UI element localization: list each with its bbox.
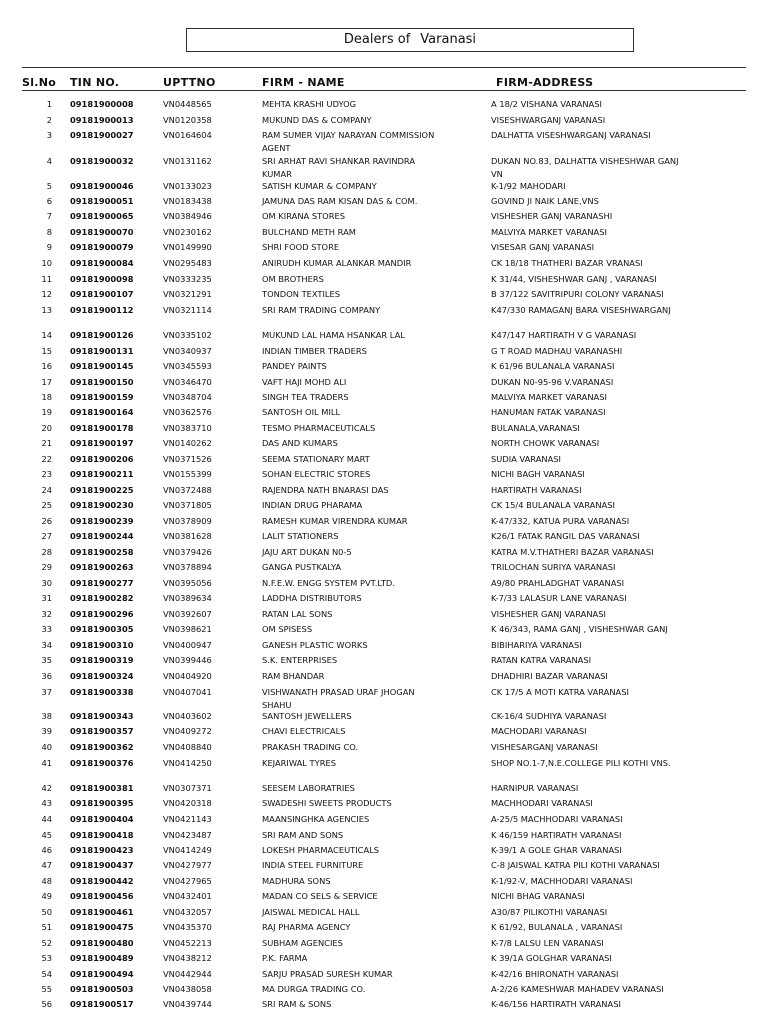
row-firm-address: VISHESHER GANJ VARANASI bbox=[491, 609, 606, 619]
row-firm-name: KEJARIWAL TYRES bbox=[262, 758, 336, 768]
row-upttno: VN0230162 bbox=[163, 227, 212, 237]
row-firm-name: RAJENDRA NATH BNARASI DAS bbox=[262, 485, 389, 495]
row-firm-address: K-46/156 HARTIRATH VARANASI bbox=[491, 999, 621, 1009]
row-firm-name: LADDHA DISTRIBUTORS bbox=[262, 593, 362, 603]
row-firm-address: BULANALA,VARANASI bbox=[491, 423, 580, 433]
row-tin-no: 09181900013 bbox=[70, 115, 134, 125]
row-firm-address: K-1/92-V, MACHHODARI VARANASI bbox=[491, 876, 633, 886]
row-firm-name: SRI RAM & SONS bbox=[262, 999, 332, 1009]
row-sl-no: 8 bbox=[46, 227, 52, 237]
row-tin-no: 09181900107 bbox=[70, 289, 134, 299]
row-upttno: VN0399446 bbox=[163, 655, 212, 665]
row-firm-address: VISHESARGANJ VARANASI bbox=[491, 742, 598, 752]
row-tin-no: 09181900357 bbox=[70, 726, 134, 736]
row-sl-no: 15 bbox=[41, 346, 52, 356]
row-firm-name: OM BROTHERS bbox=[262, 274, 324, 284]
row-firm-name: INDIA STEEL FURNITURE bbox=[262, 860, 364, 870]
row-firm-address: DUKAN NO.83, DALHATTA VISHESHWAR GANJ VN bbox=[491, 156, 679, 179]
row-tin-no: 09181900503 bbox=[70, 984, 134, 994]
row-firm-address: TRILOCHAN SURIYA VARANASI bbox=[491, 562, 616, 572]
row-firm-address: K 61/96 BULANALA VARANASI bbox=[491, 361, 615, 371]
header-tin-no: TIN NO. bbox=[70, 76, 120, 89]
row-firm-name: SEESEM LABORATRIES bbox=[262, 783, 355, 793]
row-tin-no: 09181900489 bbox=[70, 953, 134, 963]
row-tin-no: 09181900131 bbox=[70, 346, 134, 356]
row-sl-no: 26 bbox=[41, 516, 52, 526]
row-firm-address: A-25/5 MACHHODARI VARANASI bbox=[491, 814, 623, 824]
row-upttno: VN0362576 bbox=[163, 407, 212, 417]
row-upttno: VN0372488 bbox=[163, 485, 212, 495]
row-upttno: VN0371805 bbox=[163, 500, 212, 510]
row-firm-address: DHADHIRI BAZAR VARANASI bbox=[491, 671, 608, 681]
row-firm-name: N.F.E.W. ENGG SYSTEM PVT.LTD. bbox=[262, 578, 395, 588]
title-prefix: Dealers of bbox=[343, 32, 411, 47]
row-upttno: VN0442944 bbox=[163, 969, 212, 979]
row-firm-address: K 46/343, RAMA GANJ , VISHESHWAR GANJ bbox=[491, 624, 668, 634]
row-sl-no: 41 bbox=[41, 758, 52, 768]
row-sl-no: 39 bbox=[41, 726, 52, 736]
row-upttno: VN0420318 bbox=[163, 798, 212, 808]
row-upttno: VN0295483 bbox=[163, 258, 212, 268]
row-firm-name: SATISH KUMAR & COMPANY bbox=[262, 181, 377, 191]
row-tin-no: 09181900084 bbox=[70, 258, 134, 268]
row-firm-name: VAFT HAJI MOHD ALI bbox=[262, 377, 347, 387]
row-upttno: VN0438058 bbox=[163, 984, 212, 994]
row-upttno: VN0340937 bbox=[163, 346, 212, 356]
row-sl-no: 3 bbox=[46, 130, 52, 140]
row-sl-no: 27 bbox=[41, 531, 52, 541]
row-firm-address: CK 17/5 A MOTI KATRA VARANASI bbox=[491, 687, 629, 697]
row-firm-name: MADHURA SONS bbox=[262, 876, 331, 886]
row-upttno: VN0398621 bbox=[163, 624, 212, 634]
row-firm-address: VISHESHER GANJ VARANASHI bbox=[491, 211, 613, 221]
row-sl-no: 54 bbox=[41, 969, 52, 979]
row-firm-name: TESMO PHARMACEUTICALS bbox=[262, 423, 376, 433]
row-sl-no: 43 bbox=[41, 798, 52, 808]
row-upttno: VN0435370 bbox=[163, 922, 212, 932]
row-upttno: VN0414249 bbox=[163, 845, 212, 855]
row-firm-name: MUKUND LAL HAMA HSANKAR LAL bbox=[262, 330, 405, 340]
row-upttno: VN0448565 bbox=[163, 99, 212, 109]
row-upttno: VN0149990 bbox=[163, 242, 212, 252]
row-sl-no: 2 bbox=[46, 115, 52, 125]
row-upttno: VN0333235 bbox=[163, 274, 212, 284]
row-firm-name: GANESH PLASTIC WORKS bbox=[262, 640, 368, 650]
row-sl-no: 45 bbox=[41, 830, 52, 840]
row-sl-no: 20 bbox=[41, 423, 52, 433]
row-sl-no: 31 bbox=[41, 593, 52, 603]
row-firm-address: MALVIYA MARKET VARANASI bbox=[491, 227, 607, 237]
row-firm-name: MEHTA KRASHI UDYOG bbox=[262, 99, 357, 109]
row-upttno: VN0423487 bbox=[163, 830, 212, 840]
row-upttno: VN0427977 bbox=[163, 860, 212, 870]
row-tin-no: 09181900032 bbox=[70, 156, 134, 166]
row-firm-name: SANTOSH JEWELLERS bbox=[262, 711, 352, 721]
row-firm-address: K 61/92, BULANALA , VARANASI bbox=[491, 922, 623, 932]
row-firm-address: CK 15/4 BULANALA VARANASI bbox=[491, 500, 615, 510]
row-sl-no: 23 bbox=[41, 469, 52, 479]
row-tin-no: 09181900376 bbox=[70, 758, 134, 768]
row-sl-no: 11 bbox=[41, 274, 52, 284]
row-firm-address: A30/87 PILIKOTHI VARANASI bbox=[491, 907, 608, 917]
row-upttno: VN0432401 bbox=[163, 891, 212, 901]
row-upttno: VN0321114 bbox=[163, 305, 212, 315]
row-sl-no: 40 bbox=[41, 742, 52, 752]
row-firm-address: K 39/1A GOLGHAR VARANASI bbox=[491, 953, 612, 963]
row-upttno: VN0439744 bbox=[163, 999, 212, 1009]
row-sl-no: 48 bbox=[41, 876, 52, 886]
row-sl-no: 50 bbox=[41, 907, 52, 917]
row-sl-no: 32 bbox=[41, 609, 52, 619]
row-firm-name: SWADESHI SWEETS PRODUCTS bbox=[262, 798, 392, 808]
row-firm-address: K-7/33 LALASUR LANE VARANASI bbox=[491, 593, 627, 603]
row-sl-no: 24 bbox=[41, 485, 52, 495]
row-firm-name: SEEMA STATIONARY MART bbox=[262, 454, 370, 464]
row-upttno: VN0389634 bbox=[163, 593, 212, 603]
row-tin-no: 09181900418 bbox=[70, 830, 134, 840]
row-upttno: VN0403602 bbox=[163, 711, 212, 721]
row-sl-no: 29 bbox=[41, 562, 52, 572]
row-tin-no: 09181900263 bbox=[70, 562, 134, 572]
header-rule-bottom bbox=[22, 90, 746, 91]
header-sl-no: Sl.No bbox=[22, 76, 57, 89]
row-firm-name: SRI RAM TRADING COMPANY bbox=[262, 305, 381, 315]
row-tin-no: 09181900282 bbox=[70, 593, 134, 603]
row-upttno: VN0383710 bbox=[163, 423, 212, 433]
row-firm-name: INDIAN DRUG PHARAMA bbox=[262, 500, 363, 510]
row-firm-address: NICHI BHAG VARANASI bbox=[491, 891, 585, 901]
row-sl-no: 9 bbox=[46, 242, 52, 252]
row-firm-name: GANGA PUSTKALYA bbox=[262, 562, 342, 572]
row-firm-name: SRI ARHAT RAVI SHANKAR RAVINDRA KUMAR bbox=[262, 156, 416, 179]
row-tin-no: 09181900437 bbox=[70, 860, 134, 870]
row-firm-address: K-1/92 MAHODARI bbox=[491, 181, 566, 191]
row-firm-address: K-7/8 LALSU LEN VARANASI bbox=[491, 938, 604, 948]
row-firm-name: P.K. FARMA bbox=[262, 953, 308, 963]
row-firm-name: DAS AND KUMARS bbox=[262, 438, 338, 448]
row-firm-address: GOVIND JI NAIK LANE,VNS bbox=[491, 196, 599, 206]
row-firm-name: SARJU PRASAD SURESH KUMAR bbox=[262, 969, 393, 979]
row-firm-address: K-47/332, KATUA PURA VARANASI bbox=[491, 516, 630, 526]
header-firm-address: FIRM-ADDRESS bbox=[496, 76, 594, 89]
row-tin-no: 09181900423 bbox=[70, 845, 134, 855]
row-firm-address: K 46/159 HARTIRATH VARANASI bbox=[491, 830, 622, 840]
row-upttno: VN0381628 bbox=[163, 531, 212, 541]
title-place: Varanasi bbox=[420, 32, 477, 47]
row-firm-name: SUBHAM AGENCIES bbox=[262, 938, 343, 948]
row-upttno: VN0438212 bbox=[163, 953, 212, 963]
row-tin-no: 09181900112 bbox=[70, 305, 134, 315]
row-sl-no: 28 bbox=[41, 547, 52, 557]
row-sl-no: 30 bbox=[41, 578, 52, 588]
row-firm-address: MALVIYA MARKET VARANASI bbox=[491, 392, 607, 402]
row-firm-address: RATAN KATRA VARANASI bbox=[491, 655, 592, 665]
row-upttno: VN0414250 bbox=[163, 758, 212, 768]
row-sl-no: 22 bbox=[41, 454, 52, 464]
row-upttno: VN0371526 bbox=[163, 454, 212, 464]
row-sl-no: 12 bbox=[41, 289, 52, 299]
row-firm-name: JAMUNA DAS RAM KISAN DAS & COM. bbox=[262, 196, 418, 206]
row-firm-address: MACHHODARI VARANASI bbox=[491, 798, 593, 808]
row-tin-no: 09181900051 bbox=[70, 196, 134, 206]
row-firm-address: A9/80 PRAHLADGHAT VARANASI bbox=[491, 578, 625, 588]
row-tin-no: 09181900381 bbox=[70, 783, 134, 793]
row-upttno: VN0409272 bbox=[163, 726, 212, 736]
row-firm-name: OM KIRANA STORES bbox=[262, 211, 345, 221]
row-tin-no: 09181900461 bbox=[70, 907, 134, 917]
row-tin-no: 09181900046 bbox=[70, 181, 134, 191]
row-firm-address: B 37/122 SAVITRIPURI COLONY VARANASI bbox=[491, 289, 664, 299]
row-firm-address: BIBIHARIYA VARANASI bbox=[491, 640, 582, 650]
row-tin-no: 09181900070 bbox=[70, 227, 134, 237]
row-tin-no: 09181900079 bbox=[70, 242, 134, 252]
row-sl-no: 49 bbox=[41, 891, 52, 901]
row-upttno: VN0183438 bbox=[163, 196, 212, 206]
row-firm-name: ANIRUDH KUMAR ALANKAR MANDIR bbox=[262, 258, 412, 268]
row-sl-no: 7 bbox=[46, 211, 52, 221]
row-upttno: VN0408840 bbox=[163, 742, 212, 752]
row-sl-no: 14 bbox=[41, 330, 52, 340]
row-sl-no: 51 bbox=[41, 922, 52, 932]
row-tin-no: 09181900225 bbox=[70, 485, 134, 495]
row-upttno: VN0164604 bbox=[163, 130, 212, 140]
row-upttno: VN0384946 bbox=[163, 211, 212, 221]
row-firm-address: MACHODARI VARANASI bbox=[491, 726, 587, 736]
row-sl-no: 42 bbox=[41, 783, 52, 793]
row-firm-name: OM SPISESS bbox=[262, 624, 313, 634]
row-sl-no: 44 bbox=[41, 814, 52, 824]
row-firm-name: RAMESH KUMAR VIRENDRA KUMAR bbox=[262, 516, 408, 526]
row-upttno: VN0432057 bbox=[163, 907, 212, 917]
row-upttno: VN0404920 bbox=[163, 671, 212, 681]
row-firm-name: MUKUND DAS & COMPANY bbox=[262, 115, 372, 125]
row-firm-name: JAISWAL MEDICAL HALL bbox=[262, 907, 360, 917]
row-tin-no: 09181900475 bbox=[70, 922, 134, 932]
row-firm-name: TONDON TEXTILES bbox=[262, 289, 341, 299]
header-upttno: UPTTNO bbox=[163, 76, 216, 89]
row-firm-address: K47/330 RAMAGANJ BARA VISESHWARGANJ bbox=[491, 305, 671, 315]
row-upttno: VN0395056 bbox=[163, 578, 212, 588]
row-firm-name: SINGH TEA TRADERS bbox=[262, 392, 349, 402]
page-title bbox=[186, 28, 634, 52]
row-firm-address: HARNIPUR VARANASI bbox=[491, 783, 579, 793]
row-sl-no: 35 bbox=[41, 655, 52, 665]
row-firm-name: RAM BHANDAR bbox=[262, 671, 325, 681]
row-tin-no: 09181900494 bbox=[70, 969, 134, 979]
row-sl-no: 53 bbox=[41, 953, 52, 963]
row-firm-address: K-39/1 A GOLE GHAR VARANASI bbox=[491, 845, 622, 855]
row-sl-no: 1 bbox=[46, 99, 52, 109]
row-sl-no: 38 bbox=[41, 711, 52, 721]
row-firm-name: PANDEY PAINTS bbox=[262, 361, 327, 371]
row-sl-no: 16 bbox=[41, 361, 52, 371]
row-firm-address: K26/1 FATAK RANGIL DAS VARANASI bbox=[491, 531, 640, 541]
header-firm-name: FIRM - NAME bbox=[262, 76, 345, 89]
row-tin-no: 09181900395 bbox=[70, 798, 134, 808]
row-tin-no: 09181900324 bbox=[70, 671, 134, 681]
row-firm-address: K47/147 HARTIRATH V G VARANASI bbox=[491, 330, 637, 340]
row-firm-name: MADAN CO SELS & SERVICE bbox=[262, 891, 378, 901]
row-firm-name: MAANSINGHKA AGENCIES bbox=[262, 814, 370, 824]
row-firm-name: LOKESH PHARMACEUTICALS bbox=[262, 845, 380, 855]
row-tin-no: 09181900338 bbox=[70, 687, 134, 697]
row-upttno: VN0155399 bbox=[163, 469, 212, 479]
row-sl-no: 47 bbox=[41, 860, 52, 870]
row-sl-no: 46 bbox=[41, 845, 52, 855]
row-tin-no: 09181900065 bbox=[70, 211, 134, 221]
row-upttno: VN0133023 bbox=[163, 181, 212, 191]
row-sl-no: 36 bbox=[41, 671, 52, 681]
row-tin-no: 09181900164 bbox=[70, 407, 134, 417]
row-tin-no: 09181900098 bbox=[70, 274, 134, 284]
row-firm-address: VISESHWARGANJ VARANASI bbox=[491, 115, 606, 125]
row-sl-no: 5 bbox=[46, 181, 52, 191]
row-sl-no: 13 bbox=[41, 305, 52, 315]
row-firm-name: VISHWANATH PRASAD URAF JHOGAN SHAHU bbox=[262, 687, 415, 710]
row-firm-name: INDIAN TIMBER TRADERS bbox=[262, 346, 367, 356]
row-firm-address: CK-16/4 SUDHIYA VARANASI bbox=[491, 711, 607, 721]
row-upttno: VN0131162 bbox=[163, 156, 212, 166]
row-firm-name: CHAVI ELECTRICALS bbox=[262, 726, 346, 736]
row-firm-name: JAJU ART DUKAN N0-5 bbox=[262, 547, 352, 557]
row-upttno: VN0120358 bbox=[163, 115, 212, 125]
row-firm-name: RATAN LAL SONS bbox=[262, 609, 333, 619]
row-upttno: VN0379426 bbox=[163, 547, 212, 557]
row-firm-address: A-2/26 KAMESHWAR MAHADEV VARANASI bbox=[491, 984, 664, 994]
row-tin-no: 09181900244 bbox=[70, 531, 134, 541]
row-upttno: VN0307371 bbox=[163, 783, 212, 793]
row-tin-no: 09181900442 bbox=[70, 876, 134, 886]
row-firm-address: HARTIRATH VARANASI bbox=[491, 485, 582, 495]
row-firm-address: DALHATTA VISESHWARGANJ VARANASI bbox=[491, 130, 651, 140]
row-tin-no: 09181900178 bbox=[70, 423, 134, 433]
row-tin-no: 09181900008 bbox=[70, 99, 134, 109]
row-firm-address: G T ROAD MADHAU VARANASHI bbox=[491, 346, 623, 356]
row-tin-no: 09181900239 bbox=[70, 516, 134, 526]
row-sl-no: 17 bbox=[41, 377, 52, 387]
row-tin-no: 09181900310 bbox=[70, 640, 134, 650]
row-tin-no: 09181900456 bbox=[70, 891, 134, 901]
row-firm-name: BULCHAND METH RAM bbox=[262, 227, 356, 237]
row-tin-no: 09181900480 bbox=[70, 938, 134, 948]
row-sl-no: 52 bbox=[41, 938, 52, 948]
row-firm-name: MA DURGA TRADING CO. bbox=[262, 984, 366, 994]
row-upttno: VN0392607 bbox=[163, 609, 212, 619]
row-tin-no: 09181900277 bbox=[70, 578, 134, 588]
row-upttno: VN0378909 bbox=[163, 516, 212, 526]
row-firm-address: CK 18/18 THATHERI BAZAR VRANASI bbox=[491, 258, 643, 268]
row-firm-address: NORTH CHOWK VARANASI bbox=[491, 438, 600, 448]
row-firm-address: HANUMAN FATAK VARANASI bbox=[491, 407, 606, 417]
row-upttno: VN0140262 bbox=[163, 438, 212, 448]
row-sl-no: 18 bbox=[41, 392, 52, 402]
row-firm-address: A 18/2 VISHANA VARANASI bbox=[491, 99, 602, 109]
row-tin-no: 09181900319 bbox=[70, 655, 134, 665]
row-sl-no: 55 bbox=[41, 984, 52, 994]
row-upttno: VN0427965 bbox=[163, 876, 212, 886]
row-tin-no: 09181900230 bbox=[70, 500, 134, 510]
row-firm-address: VISESAR GANJ VARANASI bbox=[491, 242, 595, 252]
row-firm-name: RAJ PHARMA AGENCY bbox=[262, 922, 351, 932]
row-tin-no: 09181900145 bbox=[70, 361, 134, 371]
row-upttno: VN0345593 bbox=[163, 361, 212, 371]
row-firm-name: LALIT STATIONERS bbox=[262, 531, 339, 541]
row-firm-address: SUDIA VARANASI bbox=[491, 454, 562, 464]
row-firm-name: SOHAN ELECTRIC STORES bbox=[262, 469, 371, 479]
row-sl-no: 21 bbox=[41, 438, 52, 448]
row-firm-address: SHOP NO.1-7,N.E.COLLEGE PILI KOTHI VNS. bbox=[491, 758, 671, 768]
row-firm-address: K-42/16 BHIRONATH VARANASI bbox=[491, 969, 619, 979]
row-upttno: VN0378894 bbox=[163, 562, 212, 572]
row-tin-no: 09181900150 bbox=[70, 377, 134, 387]
row-sl-no: 25 bbox=[41, 500, 52, 510]
row-firm-address: C-8 JAISWAL KATRA PILI KOTHI VARANASI bbox=[491, 860, 660, 870]
header-rule-top bbox=[22, 67, 746, 68]
row-tin-no: 09181900296 bbox=[70, 609, 134, 619]
row-firm-name: SRI RAM AND SONS bbox=[262, 830, 344, 840]
row-firm-name: RAM SUMER VIJAY NARAYAN COMMISSION AGENT bbox=[262, 130, 435, 153]
row-tin-no: 09181900362 bbox=[70, 742, 134, 752]
row-firm-name: S.K. ENTERPRISES bbox=[262, 655, 338, 665]
row-upttno: VN0335102 bbox=[163, 330, 212, 340]
row-upttno: VN0400947 bbox=[163, 640, 212, 650]
row-firm-address: K 31/44, VISHESHWAR GANJ , VARANASI bbox=[491, 274, 657, 284]
row-tin-no: 09181900258 bbox=[70, 547, 134, 557]
row-sl-no: 37 bbox=[41, 687, 52, 697]
row-firm-address: KATRA M.V.THATHERI BAZAR VARANASI bbox=[491, 547, 654, 557]
row-upttno: VN0346470 bbox=[163, 377, 212, 387]
row-tin-no: 09181900197 bbox=[70, 438, 134, 448]
row-tin-no: 09181900126 bbox=[70, 330, 134, 340]
row-tin-no: 09181900027 bbox=[70, 130, 134, 140]
row-firm-name: SANTOSH OIL MILL bbox=[262, 407, 341, 417]
row-firm-address: DUKAN N0-95-96 V.VARANASI bbox=[491, 377, 614, 387]
row-sl-no: 4 bbox=[46, 156, 52, 166]
row-tin-no: 09181900343 bbox=[70, 711, 134, 721]
row-firm-name: PRAKASH TRADING CO. bbox=[262, 742, 359, 752]
row-tin-no: 09181900404 bbox=[70, 814, 134, 824]
row-upttno: VN0321291 bbox=[163, 289, 212, 299]
row-upttno: VN0348704 bbox=[163, 392, 212, 402]
row-sl-no: 19 bbox=[41, 407, 52, 417]
row-tin-no: 09181900159 bbox=[70, 392, 134, 402]
row-upttno: VN0421143 bbox=[163, 814, 212, 824]
row-sl-no: 56 bbox=[41, 999, 52, 1009]
row-tin-no: 09181900305 bbox=[70, 624, 134, 634]
row-sl-no: 33 bbox=[41, 624, 52, 634]
row-sl-no: 6 bbox=[46, 196, 52, 206]
row-sl-no: 34 bbox=[41, 640, 52, 650]
row-tin-no: 09181900211 bbox=[70, 469, 134, 479]
row-firm-address: NICHI BAGH VARANASI bbox=[491, 469, 585, 479]
row-tin-no: 09181900206 bbox=[70, 454, 134, 464]
row-firm-name: SHRI FOOD STORE bbox=[262, 242, 340, 252]
row-sl-no: 10 bbox=[41, 258, 52, 268]
row-upttno: VN0407041 bbox=[163, 687, 212, 697]
row-tin-no: 09181900517 bbox=[70, 999, 134, 1009]
row-upttno: VN0452213 bbox=[163, 938, 212, 948]
